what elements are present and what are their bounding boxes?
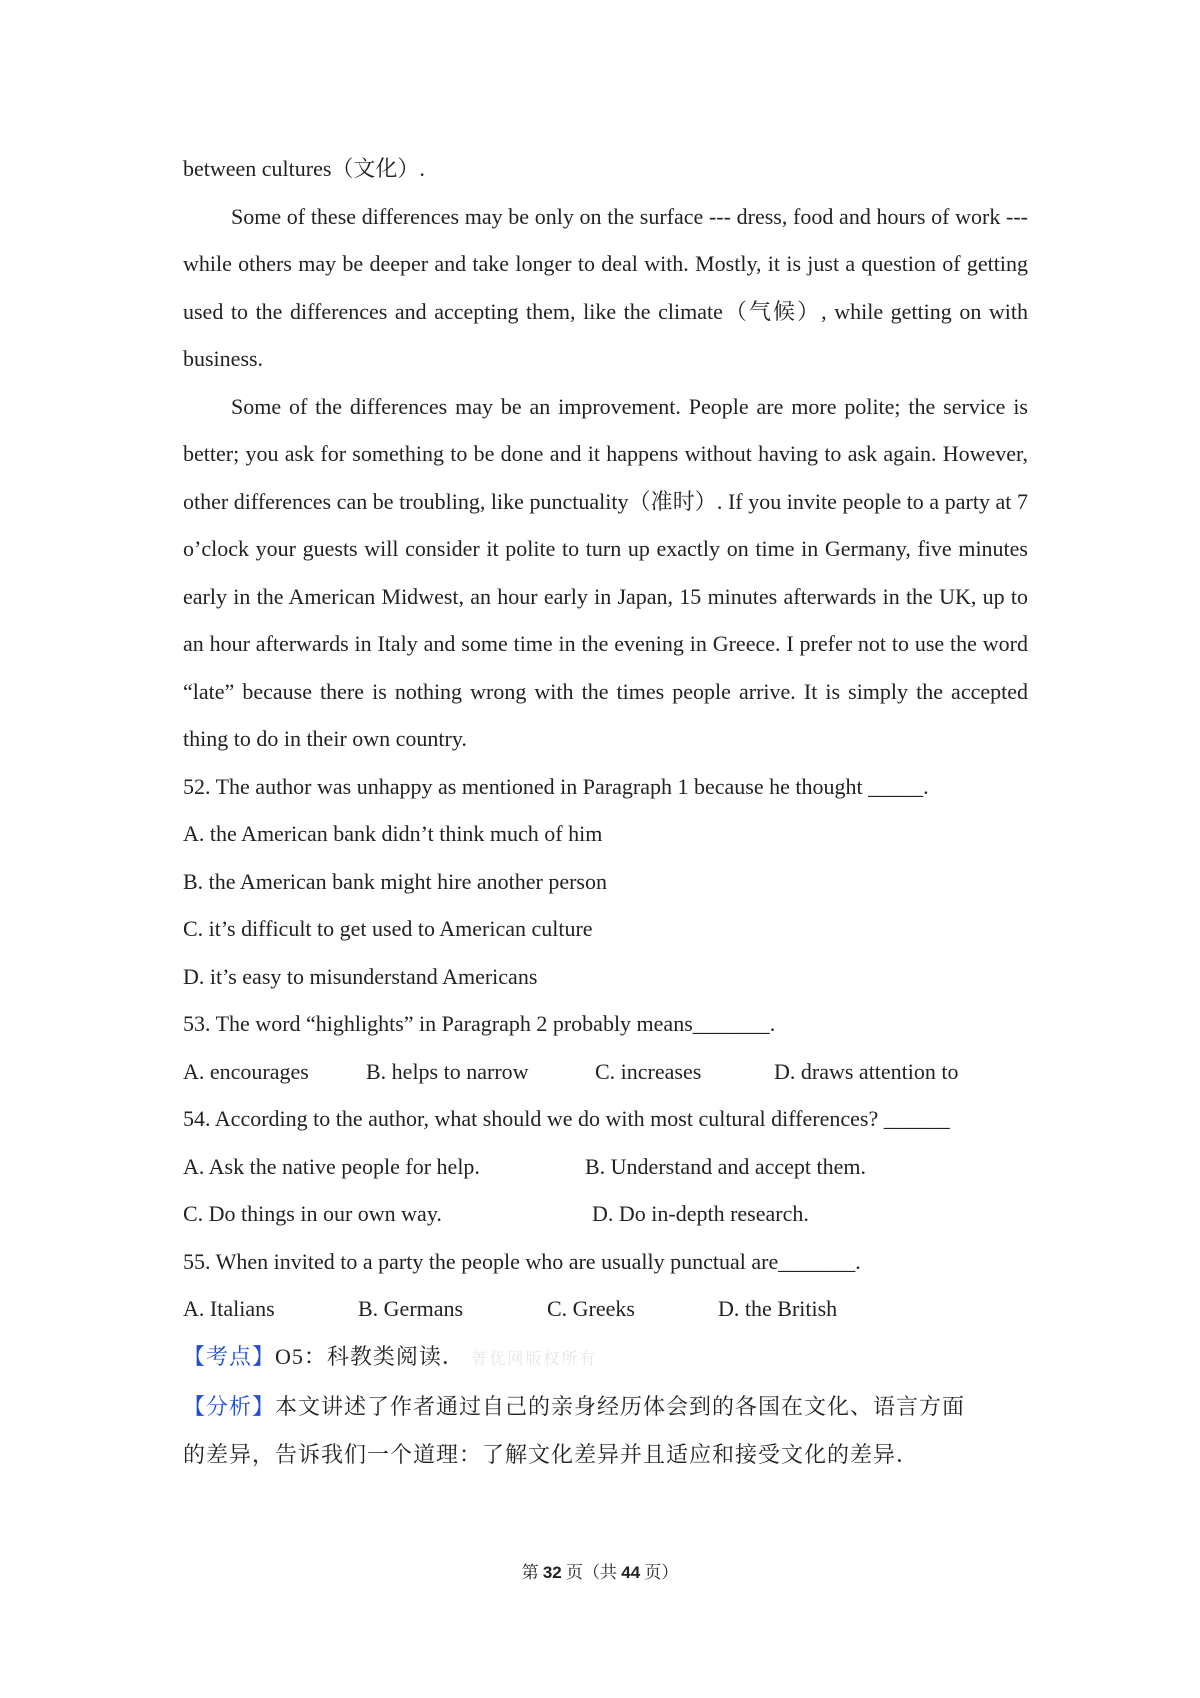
options-row <box>183 1285 1028 1333</box>
options-row <box>183 1143 1028 1191</box>
option-a: A. Ask the native people for help. <box>183 1153 480 1179</box>
current-page-number: 32 <box>542 1563 562 1582</box>
fenxi-tag: 【分析】 <box>183 1394 276 1419</box>
option-c: C. Do things in our own way. <box>183 1201 442 1226</box>
footer-middle: 页（共 <box>561 1563 622 1582</box>
option-b: B. the American bank might hire another person <box>183 868 607 894</box>
option-a: A. the American bank didn’t think much of him <box>183 821 603 846</box>
document-page <box>183 145 1028 1478</box>
option-c: C. it’s difficult to get used to American culture <box>183 916 593 941</box>
fenxi-line-2: 的差异，告诉我们一个道理：了解文化差异并且适应和接受文化的差异． <box>183 1441 920 1467</box>
option-c: C. increases <box>595 1058 702 1084</box>
option-c: C. Greeks <box>547 1296 635 1321</box>
kaodian-text: O5：科教类阅读． <box>275 1343 465 1369</box>
option-a: A. Italians <box>183 1296 275 1321</box>
question-stem: 55. When invited to a party the people who are usually punctual are_______. <box>183 1248 861 1274</box>
options-row <box>183 1190 1028 1238</box>
option-d: D. Do in-depth research. <box>592 1201 809 1226</box>
option-b: B. helps to narrow <box>366 1058 529 1084</box>
question-stem: 52. The author was unhappy as mentioned in Paragraph 1 because he thought _____. <box>183 773 929 799</box>
option-d: D. it’s easy to misunderstand Americans <box>183 963 538 989</box>
watermark-text: 菁优网版权所有 <box>471 1350 598 1368</box>
option-b: B. Understand and accept them. <box>585 1153 867 1179</box>
fenxi-text-line-1: 本文讲述了作者通过自己的亲身经历体会到的各国在文化、语言方面 <box>275 1394 966 1419</box>
footer-suffix: 页） <box>640 1563 679 1582</box>
paragraph-2: Some of these differences may be only on the surface --- dress, food and hours of work --- while others may be deeper and take longer to deal with. Mostly, it is just a question of getting used to the differences and accepting them, like the climate（气候）, while getting on with business. <box>183 203 1028 371</box>
option-d: D. draws attention to <box>774 1058 959 1084</box>
options-row <box>183 1048 1028 1096</box>
footer-prefix: 第 <box>521 1563 543 1582</box>
page-footer <box>0 1558 1200 1583</box>
question-52 <box>183 763 1028 1001</box>
kaodian-tag: 【考点】 <box>183 1343 276 1369</box>
question-53 <box>183 1000 1028 1095</box>
question-stem: 54. According to the author, what should we do with most cultural differences? ______ <box>183 1106 950 1131</box>
fenxi-line <box>183 1383 1028 1431</box>
paragraph-continuation: between cultures（文化）. <box>183 156 425 181</box>
paragraph-3: Some of the differences may be an improvement. People are more polite; the service is better; you ask for something to be done and it happens without having to ask again. However, other differences can be troubling, like punctuality（准时）. If you invite people to a party at 7 o’clock your guests will consider it polite to turn up exactly on time in Germany, five minutes early in the American Midwest, an hour early in Japan, 15 minutes afterwards in the UK, up to an hour afterwards in Italy and some time in the evening in Greece. I prefer not to use the word “late” because there is nothing wrong with the times people arrive. It is simply the accepted thing to do in their own country. <box>183 393 1028 751</box>
question-stem: 53. The word “highlights” in Paragraph 2 probably means_______. <box>183 1011 776 1036</box>
question-54 <box>183 1095 1028 1238</box>
option-d: D. the British <box>718 1296 838 1321</box>
question-55 <box>183 1238 1028 1333</box>
option-b: B. Germans <box>358 1296 464 1321</box>
kaodian-line <box>183 1333 1028 1384</box>
option-a: A. encourages <box>183 1058 309 1084</box>
total-page-number: 44 <box>621 1563 641 1582</box>
